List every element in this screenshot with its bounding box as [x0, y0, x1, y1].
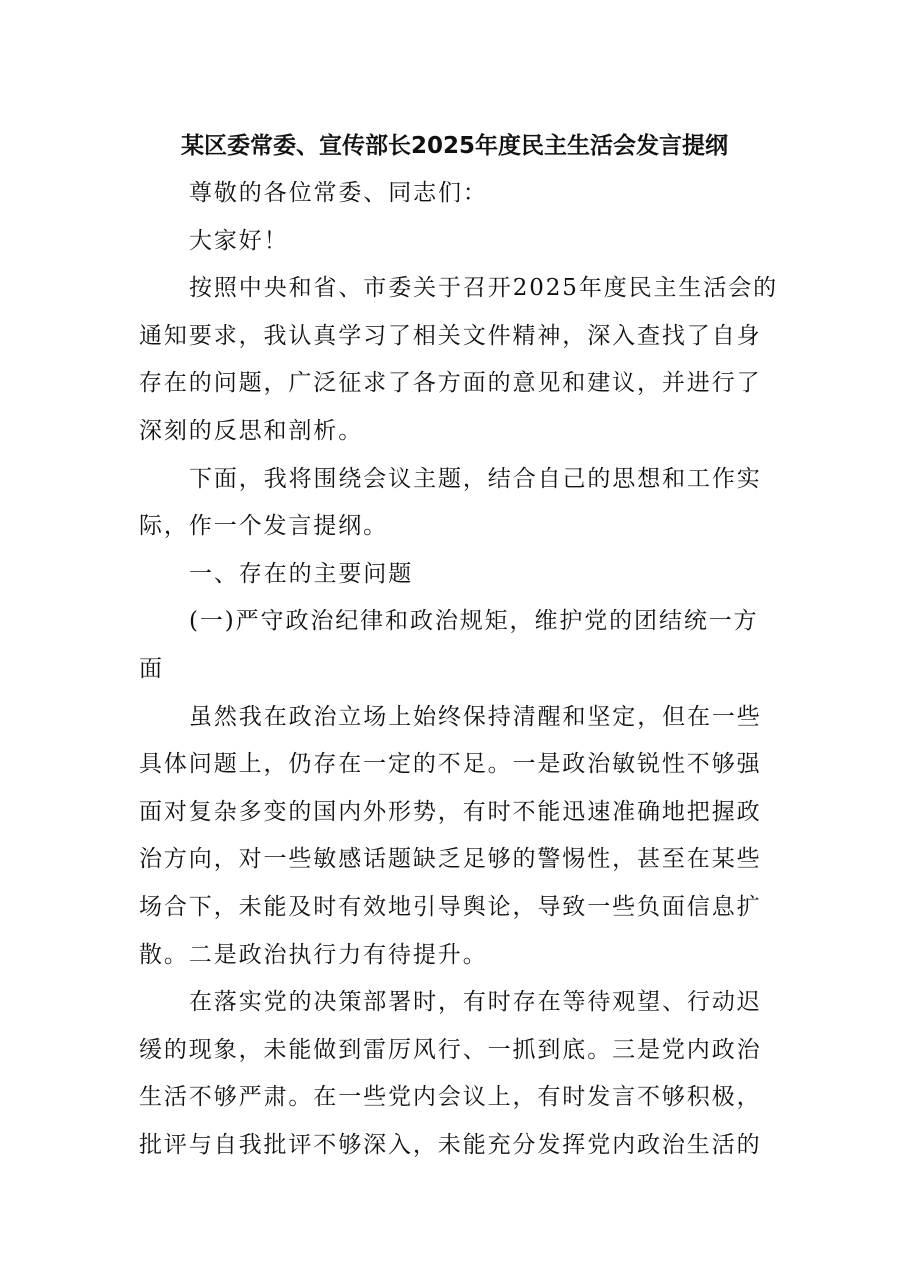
document-title: 某区委常委、宣传部长2025年度民主生活会发言提纲	[180, 133, 728, 159]
paragraph-line: 散。二是政治执行力有待提升。	[139, 941, 488, 968]
paragraph-line: 具体问题上，仍存在一定的不足。一是政治敏锐性不够强	[139, 751, 762, 778]
document-body	[139, 170, 779, 1169]
subsection-heading: 面	[139, 655, 164, 682]
paragraph-line: 面对复杂多变的国内外形势，有时不能迅速准确地把握政	[139, 798, 762, 825]
paragraph-line: 生活不够严肃。在一些党内会议上，有时发言不够积极，	[139, 1084, 762, 1111]
paragraph-line: 批评与自我批评不够深入，未能充分发挥党内政治生活的	[139, 1131, 762, 1158]
paragraph-line: 场合下，未能及时有效地引导舆论，导致一些负面信息扩	[139, 893, 762, 920]
greeting-line: 大家好！	[189, 227, 289, 254]
subsection-heading: (一)严守政治纪律和政治规矩，维护党的团结统一方	[189, 608, 759, 635]
paragraph-line: 际，作一个发言提纲。	[139, 513, 388, 540]
paragraph-line: 缓的现象，未能做到雷厉风行、一抓到底。三是党内政治	[139, 1036, 762, 1063]
paragraph-line: 下面，我将围绕会议主题，结合自己的思想和工作实	[189, 465, 762, 492]
section-heading: 一、存在的主要问题	[189, 560, 414, 587]
paragraph-line: 虽然我在政治立场上始终保持清醒和坚定，但在一些	[189, 703, 762, 730]
paragraph-line: 在落实党的决策部署时，有时存在等待观望、行动迟	[189, 989, 762, 1016]
paragraph-line: 按照中央和省、市委关于召开2025年度民主生活会的	[189, 275, 779, 302]
paragraph-line: 深刻的反思和剖析。	[139, 417, 364, 444]
paragraph-line: 治方向，对一些敏感话题缺乏足够的警惕性，甚至在某些	[139, 846, 762, 873]
salutation-line: 尊敬的各位常委、同志们：	[189, 180, 488, 206]
paragraph-line: 通知要求，我认真学习了相关文件精神，深入查找了自身	[139, 322, 762, 349]
paragraph-line: 存在的问题，广泛征求了各方面的意见和建议，并进行了	[139, 370, 762, 397]
